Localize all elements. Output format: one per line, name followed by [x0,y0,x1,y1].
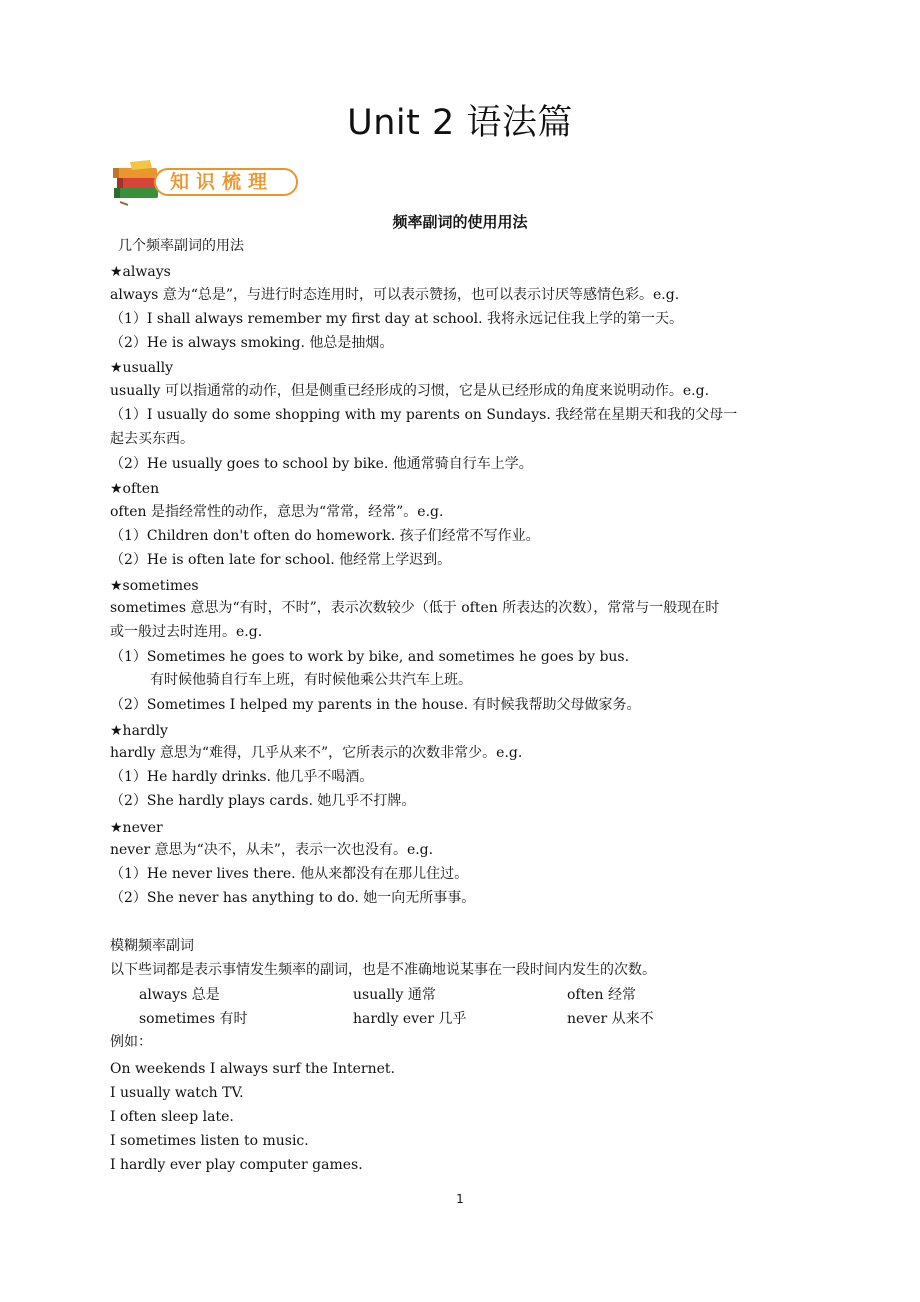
example-line: （1）I usually do some shopping with my parents on Sundays. 我经常在星期天和我的父母一 [110,407,738,423]
section-subtitle: 频率副词的使用用法 [392,213,528,231]
example-line: （2）He is always smoking. 他总是抽烟。 [110,335,394,351]
example-label: 例如： [110,1034,152,1050]
paragraph-line: sometimes 意思为“有时，不时”，表示次数较少（低于 often 所表达的次数），常常与一般现在时 [110,600,720,616]
heading-always: ★always [110,264,171,280]
paragraph-line: usually 可以指通常的动作，但是侧重已经形成的习惯，它是从已经形成的角度来说明动作。e.g. [110,383,710,399]
fuzzy-heading: 模糊频率副词 [110,938,194,954]
paragraph-line: always 意为“总是”，与进行时态连用时，可以表示赞扬，也可以表示讨厌等感情色彩。e.g. [110,287,680,303]
paragraph-line: often 是指经常性的动作，意思为“常常，经常”。e.g. [110,504,444,520]
knowledge-badge [110,158,300,208]
example-line: （2）She hardly plays cards. 她几乎不打牌。 [110,793,416,809]
example-sentence: On weekends I always surf the Internet. [110,1061,395,1077]
heading-often: ★often [110,481,160,497]
example-line: （2）Sometimes I helped my parents in the house. 有时候我帮助父母做家务。 [110,697,641,713]
term-always: always 总是 [139,987,220,1003]
paragraph-line: never 意思为“决不，从未”，表示一次也没有。e.g. [110,842,434,858]
heading-sometimes: ★sometimes [110,578,199,594]
term-usually: usually 通常 [353,987,436,1003]
heading-hardly: ★hardly [110,723,168,739]
example-line: 起去买东西。 [110,431,194,447]
example-line: 有时候他骑自行车上班，有时候他乘公共汽车上班。 [150,672,472,688]
example-line: （1）Children don't often do homework. 孩子们经常不写作业。 [110,528,540,544]
term-sometimes: sometimes 有时 [139,1011,248,1027]
term-never: never 从来不 [567,1011,654,1027]
example-line: （2）She never has anything to do. 她一向无所事事。 [110,890,476,906]
example-line: （1）He never lives there. 他从来都没有在那儿住过。 [110,866,469,882]
heading-never: ★never [110,820,163,836]
example-line: （2）He is often late for school. 他经常上学迟到。 [110,552,452,568]
example-line: （1）I shall always remember my first day at school. 我将永远记住我上学的第一天。 [110,311,684,327]
example-line: （1）He hardly drinks. 他几乎不喝酒。 [110,769,374,785]
heading-usually: ★usually [110,360,173,376]
fuzzy-description: 以下些词都是表示事情发生频率的副词，也是不准确地说某事在一段时间内发生的次数。 [110,962,656,978]
paragraph-line: 或一般过去时连用。e.g. [110,624,263,640]
example-line: （2）He usually goes to school by bike. 他通常骑自行车上学。 [110,456,533,472]
paragraph-line: hardly 意思为“难得，几乎从来不”，它所表示的次数非常少。e.g. [110,745,523,761]
term-often: often 经常 [567,987,636,1003]
badge-label: 知识梳理 [170,171,275,193]
example-sentence: I usually watch TV. [110,1085,244,1101]
page-title: Unit 2 语法篇 [347,103,573,143]
example-sentence: I often sleep late. [110,1109,234,1125]
intro-text: 几个频率副词的用法 [118,238,244,254]
example-sentence: I hardly ever play computer games. [110,1157,363,1173]
term-hardly-ever: hardly ever 几乎 [353,1011,467,1027]
example-line: （1）Sometimes he goes to work by bike, and sometimes he goes by bus. [110,649,630,665]
example-sentence: I sometimes listen to music. [110,1133,309,1149]
page-number: 1 [456,1192,464,1206]
